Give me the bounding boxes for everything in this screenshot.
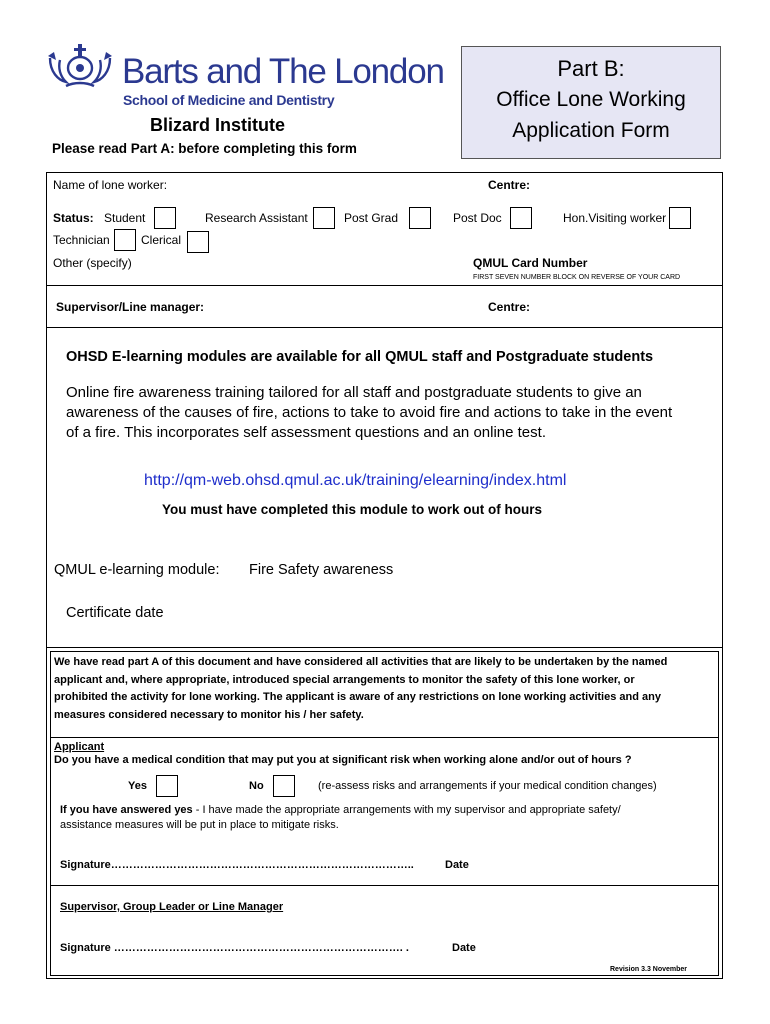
supervisor-label: Supervisor/Line manager: [56, 300, 205, 314]
divider-applicant [50, 737, 719, 738]
part-subtitle-2: Application Form [512, 119, 670, 142]
status-visiting-checkbox[interactable] [669, 207, 691, 229]
supervisor-centre-label: Centre: [488, 300, 531, 314]
declaration-text [54, 654, 716, 724]
elearning-para-line-2: awareness of the causes of fire, actions to take to avoid fire and actions to take in the event [66, 404, 673, 421]
status-ra-label: Research Assistant [205, 211, 308, 225]
declaration-line-1: We have read part A of this document and have considered all activities that are likely to be undertaken by the named [54, 656, 668, 668]
logo-subtitle: School of Medicine and Dentistry [123, 92, 335, 108]
applicant-date[interactable]: Date [445, 859, 469, 871]
status-postdoc-checkbox[interactable] [510, 207, 532, 229]
manager-signature[interactable]: Signature ……………………………………………………………………. . [60, 942, 409, 954]
status-technician-label: Technician [53, 233, 110, 247]
elearning-link[interactable]: http://qm-web.ohsd.qmul.ac.uk/training/elearning/index.html [144, 472, 567, 489]
declaration-line-4: measures considered necessary to monitor his / her safety. [54, 708, 364, 721]
institute-name: Blizard Institute [150, 115, 286, 135]
applicant-signature[interactable]: Signature……………………………………………………………………….. [60, 859, 414, 871]
status-clerical-label: Clerical [141, 233, 182, 247]
card-note: FIRST SEVEN NUMBER BLOCK ON REVERSE OF YOUR CARD [473, 274, 681, 281]
medical-question: Do you have a medical condition that may put you at significant risk when working alone and/or out of hours ? [54, 754, 632, 766]
declaration-line-3: prohibited the activity for lone working. The applicant is aware of any restrictions on lone working activities and any [54, 691, 661, 703]
status-visiting-label: Hon.Visiting worker [563, 211, 667, 225]
declaration-line-2: applicant and, where appropriate, introduced special arrangements to monitor the safety of this lone worker, or [54, 673, 635, 686]
read-notice: Please read Part A: before completing this form [52, 141, 357, 156]
manager-heading: Supervisor, Group Leader or Line Manager [60, 901, 284, 913]
no-label: No [249, 780, 264, 792]
revision-note: Revision 3.3 November [610, 966, 688, 973]
module-value: Fire Safety awareness [249, 562, 394, 578]
reassess-note: (re-assess risks and arrangements if your medical condition changes) [318, 780, 657, 792]
logo-title: Barts and The London [122, 52, 444, 91]
manager-date[interactable]: Date [452, 942, 476, 954]
must-complete-notice: You must have completed this module to work out of hours [162, 502, 543, 517]
no-checkbox[interactable] [273, 775, 295, 797]
status-ra-checkbox[interactable] [313, 207, 335, 229]
if-yes-rest: - I have made the appropriate arrangements with my supervisor and appropriate safety/ [192, 804, 621, 816]
status-technician-checkbox[interactable] [114, 229, 136, 251]
status-clerical-checkbox[interactable] [187, 231, 209, 253]
applicant-heading: Applicant [54, 741, 105, 753]
yes-label: Yes [128, 780, 147, 792]
module-label: QMUL e-learning module: [54, 562, 220, 578]
part-subtitle-1: Office Lone Working [496, 88, 686, 111]
status-postgrad-checkbox[interactable] [409, 207, 431, 229]
status-label: Status: [53, 211, 94, 225]
status-student-checkbox[interactable] [154, 207, 176, 229]
status-student-label: Student [104, 211, 146, 225]
yes-checkbox[interactable] [156, 775, 178, 797]
name-label: Name of lone worker: [53, 178, 168, 192]
part-title-box [461, 46, 721, 159]
elearning-para-line-3: of a fire. This incorporates self assessment questions and an online test. [66, 424, 546, 441]
elearning-heading: OHSD E-learning modules are available for all QMUL staff and Postgraduate students [66, 349, 654, 365]
crown-logo-icon [44, 42, 116, 92]
if-yes-bold: If you have answered yes [60, 804, 193, 816]
if-yes-line-2: assistance measures will be put in place to mitigate risks. [60, 819, 339, 831]
status-postgrad-label: Post Grad [344, 211, 399, 225]
elearning-paragraph [66, 383, 716, 443]
centre-label: Centre: [488, 178, 531, 192]
other-label: Other (specify) [53, 256, 132, 270]
part-title: Part B: [557, 56, 625, 81]
certificate-date-label: Certificate date [66, 605, 164, 621]
divider-manager [50, 885, 719, 886]
elearning-para-line-1: Online fire awareness training tailored for all staff and postgraduate students to give an [66, 384, 642, 401]
card-label: QMUL Card Number [473, 256, 588, 270]
status-postdoc-label: Post Doc [453, 211, 502, 225]
